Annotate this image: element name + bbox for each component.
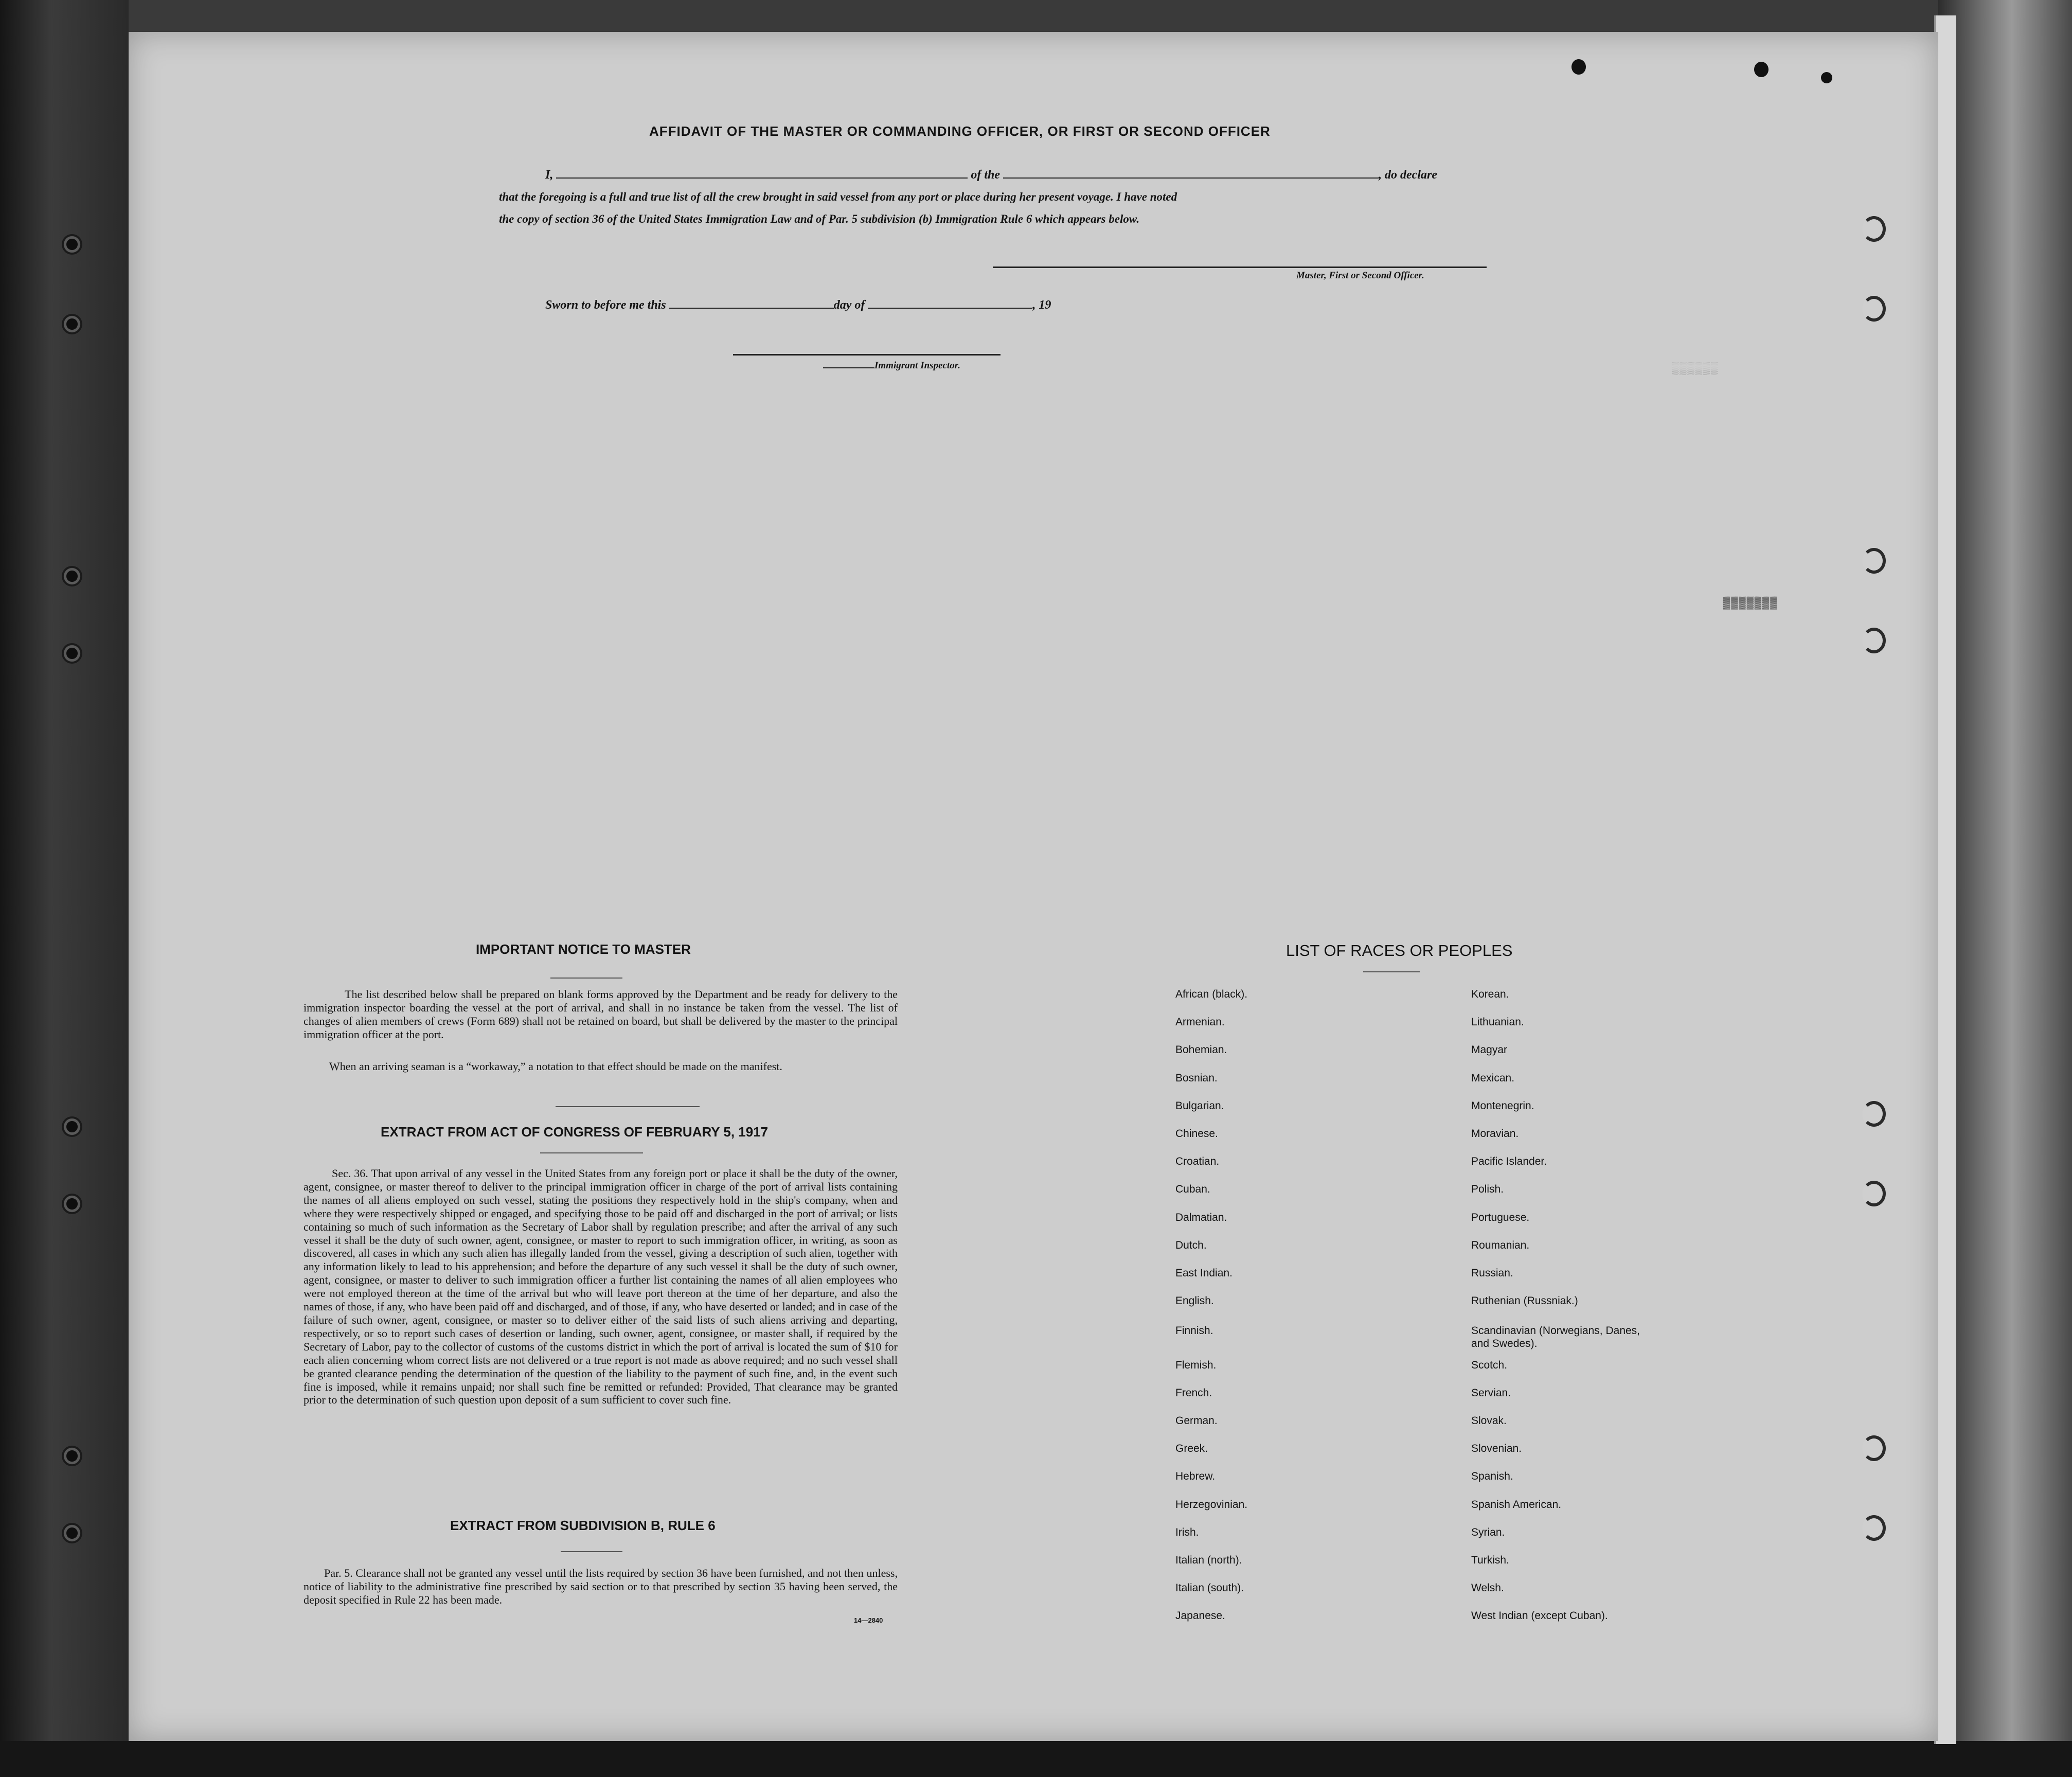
race-item: Welsh. bbox=[1471, 1582, 1504, 1594]
punch-hole-icon bbox=[1821, 72, 1832, 83]
race-item: Magyar bbox=[1471, 1044, 1508, 1056]
race-item: Russian. bbox=[1471, 1267, 1513, 1279]
race-item: African (black). bbox=[1175, 988, 1248, 1000]
punch-hole-icon bbox=[1754, 62, 1769, 77]
affidavit-i: I, bbox=[545, 168, 553, 182]
inspector-label-text: Immigrant Inspector. bbox=[874, 360, 960, 371]
binding-hole-icon bbox=[62, 1446, 82, 1466]
affidavit-of-the: of the bbox=[971, 168, 1001, 182]
race-item: Japanese. bbox=[1175, 1610, 1225, 1622]
race-item: Scotch. bbox=[1471, 1359, 1508, 1371]
binding-hole-icon bbox=[62, 1194, 82, 1214]
race-item: Scandinavian (Norwegians, Danes, and Swedes). bbox=[1471, 1325, 1640, 1349]
race-item: Turkish. bbox=[1471, 1554, 1509, 1566]
bleed-through-text: ▒▒▒▒▒▒ bbox=[1672, 363, 1719, 376]
race-item: Korean. bbox=[1471, 988, 1509, 1000]
race-item: Dalmatian. bbox=[1175, 1212, 1227, 1223]
day-blank bbox=[669, 307, 834, 309]
race-item: Cuban. bbox=[1175, 1183, 1210, 1195]
binding-hole-icon bbox=[62, 566, 82, 587]
race-item: Irish. bbox=[1175, 1526, 1199, 1538]
punch-hole-icon bbox=[1862, 1515, 1886, 1541]
notice-paragraph-1: The list described below shall be prepared on blank forms approved by the Department and be ready for delivery to the immigration inspector boarding the vessel at the port of arrival, and shall in no instance be taken from the vessel. The list of changes of alien members of crews (Form 689) shall not be retained on board, but shall be delivered by the master to the principal immigration officer at the port. bbox=[303, 988, 898, 1041]
race-item: Mexican. bbox=[1471, 1072, 1515, 1084]
race-item: English. bbox=[1175, 1295, 1214, 1307]
race-item: Portuguese. bbox=[1471, 1212, 1530, 1223]
race-item: Servian. bbox=[1471, 1387, 1511, 1399]
sworn-day: day of bbox=[833, 298, 865, 312]
race-item: Slovenian. bbox=[1471, 1443, 1522, 1454]
vessel-blank bbox=[1003, 177, 1379, 179]
affidavit-line-2: that the foregoing is a full and true list of all the crew brought in said vessel from any port or place during her present voyage. I have noted bbox=[499, 190, 1177, 203]
rule-divider bbox=[561, 1551, 622, 1552]
race-item: Roumanian. bbox=[1471, 1239, 1530, 1251]
affidavit-title: AFFIDAVIT OF THE MASTER OR COMMANDING OFFICER, OR FIRST OR SECOND OFFICER bbox=[649, 123, 1271, 139]
race-item: Greek. bbox=[1175, 1443, 1208, 1454]
race-item: Pacific Islander. bbox=[1471, 1156, 1547, 1167]
race-item: Ruthenian (Russniak.) bbox=[1471, 1295, 1578, 1307]
race-item: Bohemian. bbox=[1175, 1044, 1227, 1056]
punch-hole-icon bbox=[1862, 548, 1886, 574]
race-item: Bulgarian. bbox=[1175, 1100, 1224, 1112]
scanner-frame-bottom bbox=[0, 1741, 2072, 1777]
notice-title: IMPORTANT NOTICE TO MASTER bbox=[476, 941, 691, 957]
binding-hole-icon bbox=[62, 1116, 82, 1137]
race-item: West Indian (except Cuban). bbox=[1471, 1610, 1608, 1622]
document-page bbox=[129, 32, 1938, 1741]
sworn-line bbox=[545, 298, 1051, 312]
notice-divider bbox=[550, 978, 622, 979]
month-blank bbox=[868, 307, 1032, 309]
rule-title: EXTRACT FROM SUBDIVISION B, RULE 6 bbox=[450, 1518, 716, 1533]
rule-par-5-text: Par. 5. Clearance shall not be granted any vessel until the lists required by section 36 have been furnished, and not then unless, notice of liability to the administrative fine prescribed by said section or to that prescribed by section 35 having been served, the deposit specified in Rule 22 has been made. bbox=[303, 1567, 898, 1606]
race-item: Herzegovinian. bbox=[1175, 1499, 1248, 1511]
race-item: Spanish. bbox=[1471, 1470, 1513, 1482]
race-item: Polish. bbox=[1471, 1183, 1504, 1195]
form-code: 14—2840 bbox=[854, 1616, 883, 1624]
race-item: Italian (north). bbox=[1175, 1554, 1242, 1566]
races-divider bbox=[1363, 971, 1420, 972]
race-item: German. bbox=[1175, 1415, 1218, 1427]
signature-line bbox=[993, 266, 1487, 268]
punch-hole-icon bbox=[1571, 59, 1586, 75]
sworn-year: , 19 bbox=[1032, 298, 1051, 312]
binding-hole-icon bbox=[62, 643, 82, 664]
punch-hole-icon bbox=[1862, 296, 1886, 322]
notice-paragraph-2: When an arriving seaman is a “workaway,” a notation to that effect should be made on the manifest. bbox=[329, 1060, 782, 1073]
race-item: Dutch. bbox=[1175, 1239, 1207, 1251]
races-title: LIST OF RACES OR PEOPLES bbox=[1286, 941, 1513, 959]
bleed-through-text: ▓▓▓▓▓▓▓ bbox=[1723, 597, 1778, 610]
scanner-frame-right bbox=[1938, 0, 2072, 1777]
race-item: Italian (south). bbox=[1175, 1582, 1244, 1594]
race-item: Lithuanian. bbox=[1471, 1016, 1524, 1028]
race-item: Hebrew. bbox=[1175, 1470, 1216, 1482]
affidavit-line-3: the copy of section 36 of the United States Immigration Law and of Par. 5 subdivision (b) Immigration Rule 6 which appears below. bbox=[499, 212, 1140, 225]
race-item: Flemish. bbox=[1175, 1359, 1217, 1371]
race-item: Montenegrin. bbox=[1471, 1100, 1534, 1112]
binding-hole-icon bbox=[62, 314, 82, 334]
race-item: Croatian. bbox=[1175, 1156, 1220, 1167]
punch-hole-icon bbox=[1862, 1435, 1886, 1461]
sworn-prefix: Sworn to before me this bbox=[545, 298, 666, 312]
act-section-36-text: Sec. 36. That upon arrival of any vessel in the United States from any foreign port or place it shall be the duty of the owner, agent, consignee, or master thereof to deliver to the principal immigration officer in charge of the port of arrival lists containing the names of all aliens employed on such vessel, stating the positions they respectively hold in the ship's company, when and where they were respectively shipped or engaged, and specifying those to be paid off and discharged in the port of arrival; or lists containing so much of such information as the Secretary of Labor shall by regulation prescribe; and after the arrival of any such vessel it shall be the duty of such owner, agent, consignee, or master to report to such immigration officer, in writing, as soon as discovered, all cases in which any such alien has illegally landed from the vessel, giving a description of such alien, together with any information likely to lead to his apprehension; and before the departure of any such vessel it shall be the duty of such owner, agent, consignee, or master to deliver to such immigration officer a further list containing the names of all alien employees who were not employed thereon at the time of the arrival but who will leave port thereon at the time of her departure, and also the names of those, if any, who have been paid off and discharged, and of those, if any, who have deserted or landed; and in case of the failure of such owner, agent, consignee, or master so to deliver either of the said lists of such aliens arriving and departing, respectively, or so to report such cases of desertion or landing, such owner, agent, consignee, or master shall, if required by the Secretary of Labor, pay to the collector of customs of the customs district in which the port of arrival is located the sum of $10 for each alien concerning whom correct lists are not delivered or a true report is not made as above required; and no such vessel shall be granted clearance pending the determination of the question of the liability to the payment of such fine, and, in the event such fine is imposed, while it remains unpaid; nor shall such fine be remitted or refunded: Provided, That clearance may be granted prior to the determination of such question upon deposit of a sum sufficient to cover such fine. bbox=[303, 1167, 898, 1407]
scanner-frame-left bbox=[0, 0, 129, 1777]
race-item: Syrian. bbox=[1471, 1526, 1505, 1538]
act-divider bbox=[556, 1106, 700, 1107]
inspector-label bbox=[823, 360, 960, 371]
punch-hole-icon bbox=[1862, 216, 1886, 242]
name-blank bbox=[556, 177, 968, 179]
race-item: Chinese. bbox=[1175, 1128, 1218, 1140]
race-item: Slovak. bbox=[1471, 1415, 1507, 1427]
inspector-blank bbox=[823, 367, 874, 368]
affidavit-declare: , do declare bbox=[1379, 168, 1437, 182]
race-item: Moravian. bbox=[1471, 1128, 1519, 1140]
punch-hole-icon bbox=[1862, 1101, 1886, 1127]
race-item: East Indian. bbox=[1175, 1267, 1233, 1279]
binding-hole-icon bbox=[62, 1523, 82, 1543]
race-item: French. bbox=[1175, 1387, 1212, 1399]
race-item: Bosnian. bbox=[1175, 1072, 1218, 1084]
affidavit-line-1 bbox=[545, 168, 1437, 182]
act-title: EXTRACT FROM ACT OF CONGRESS OF FEBRUARY 5, 1917 bbox=[381, 1124, 769, 1140]
inspector-signature-line bbox=[733, 354, 1001, 356]
race-item: Armenian. bbox=[1175, 1016, 1225, 1028]
race-item: Finnish. bbox=[1175, 1325, 1213, 1337]
act-divider-2 bbox=[540, 1152, 643, 1153]
race-item: Spanish American. bbox=[1471, 1499, 1562, 1511]
binding-hole-icon bbox=[62, 234, 82, 255]
signature-label: Master, First or Second Officer. bbox=[1296, 270, 1424, 281]
punch-hole-icon bbox=[1862, 1181, 1886, 1206]
punch-hole-icon bbox=[1862, 628, 1886, 653]
